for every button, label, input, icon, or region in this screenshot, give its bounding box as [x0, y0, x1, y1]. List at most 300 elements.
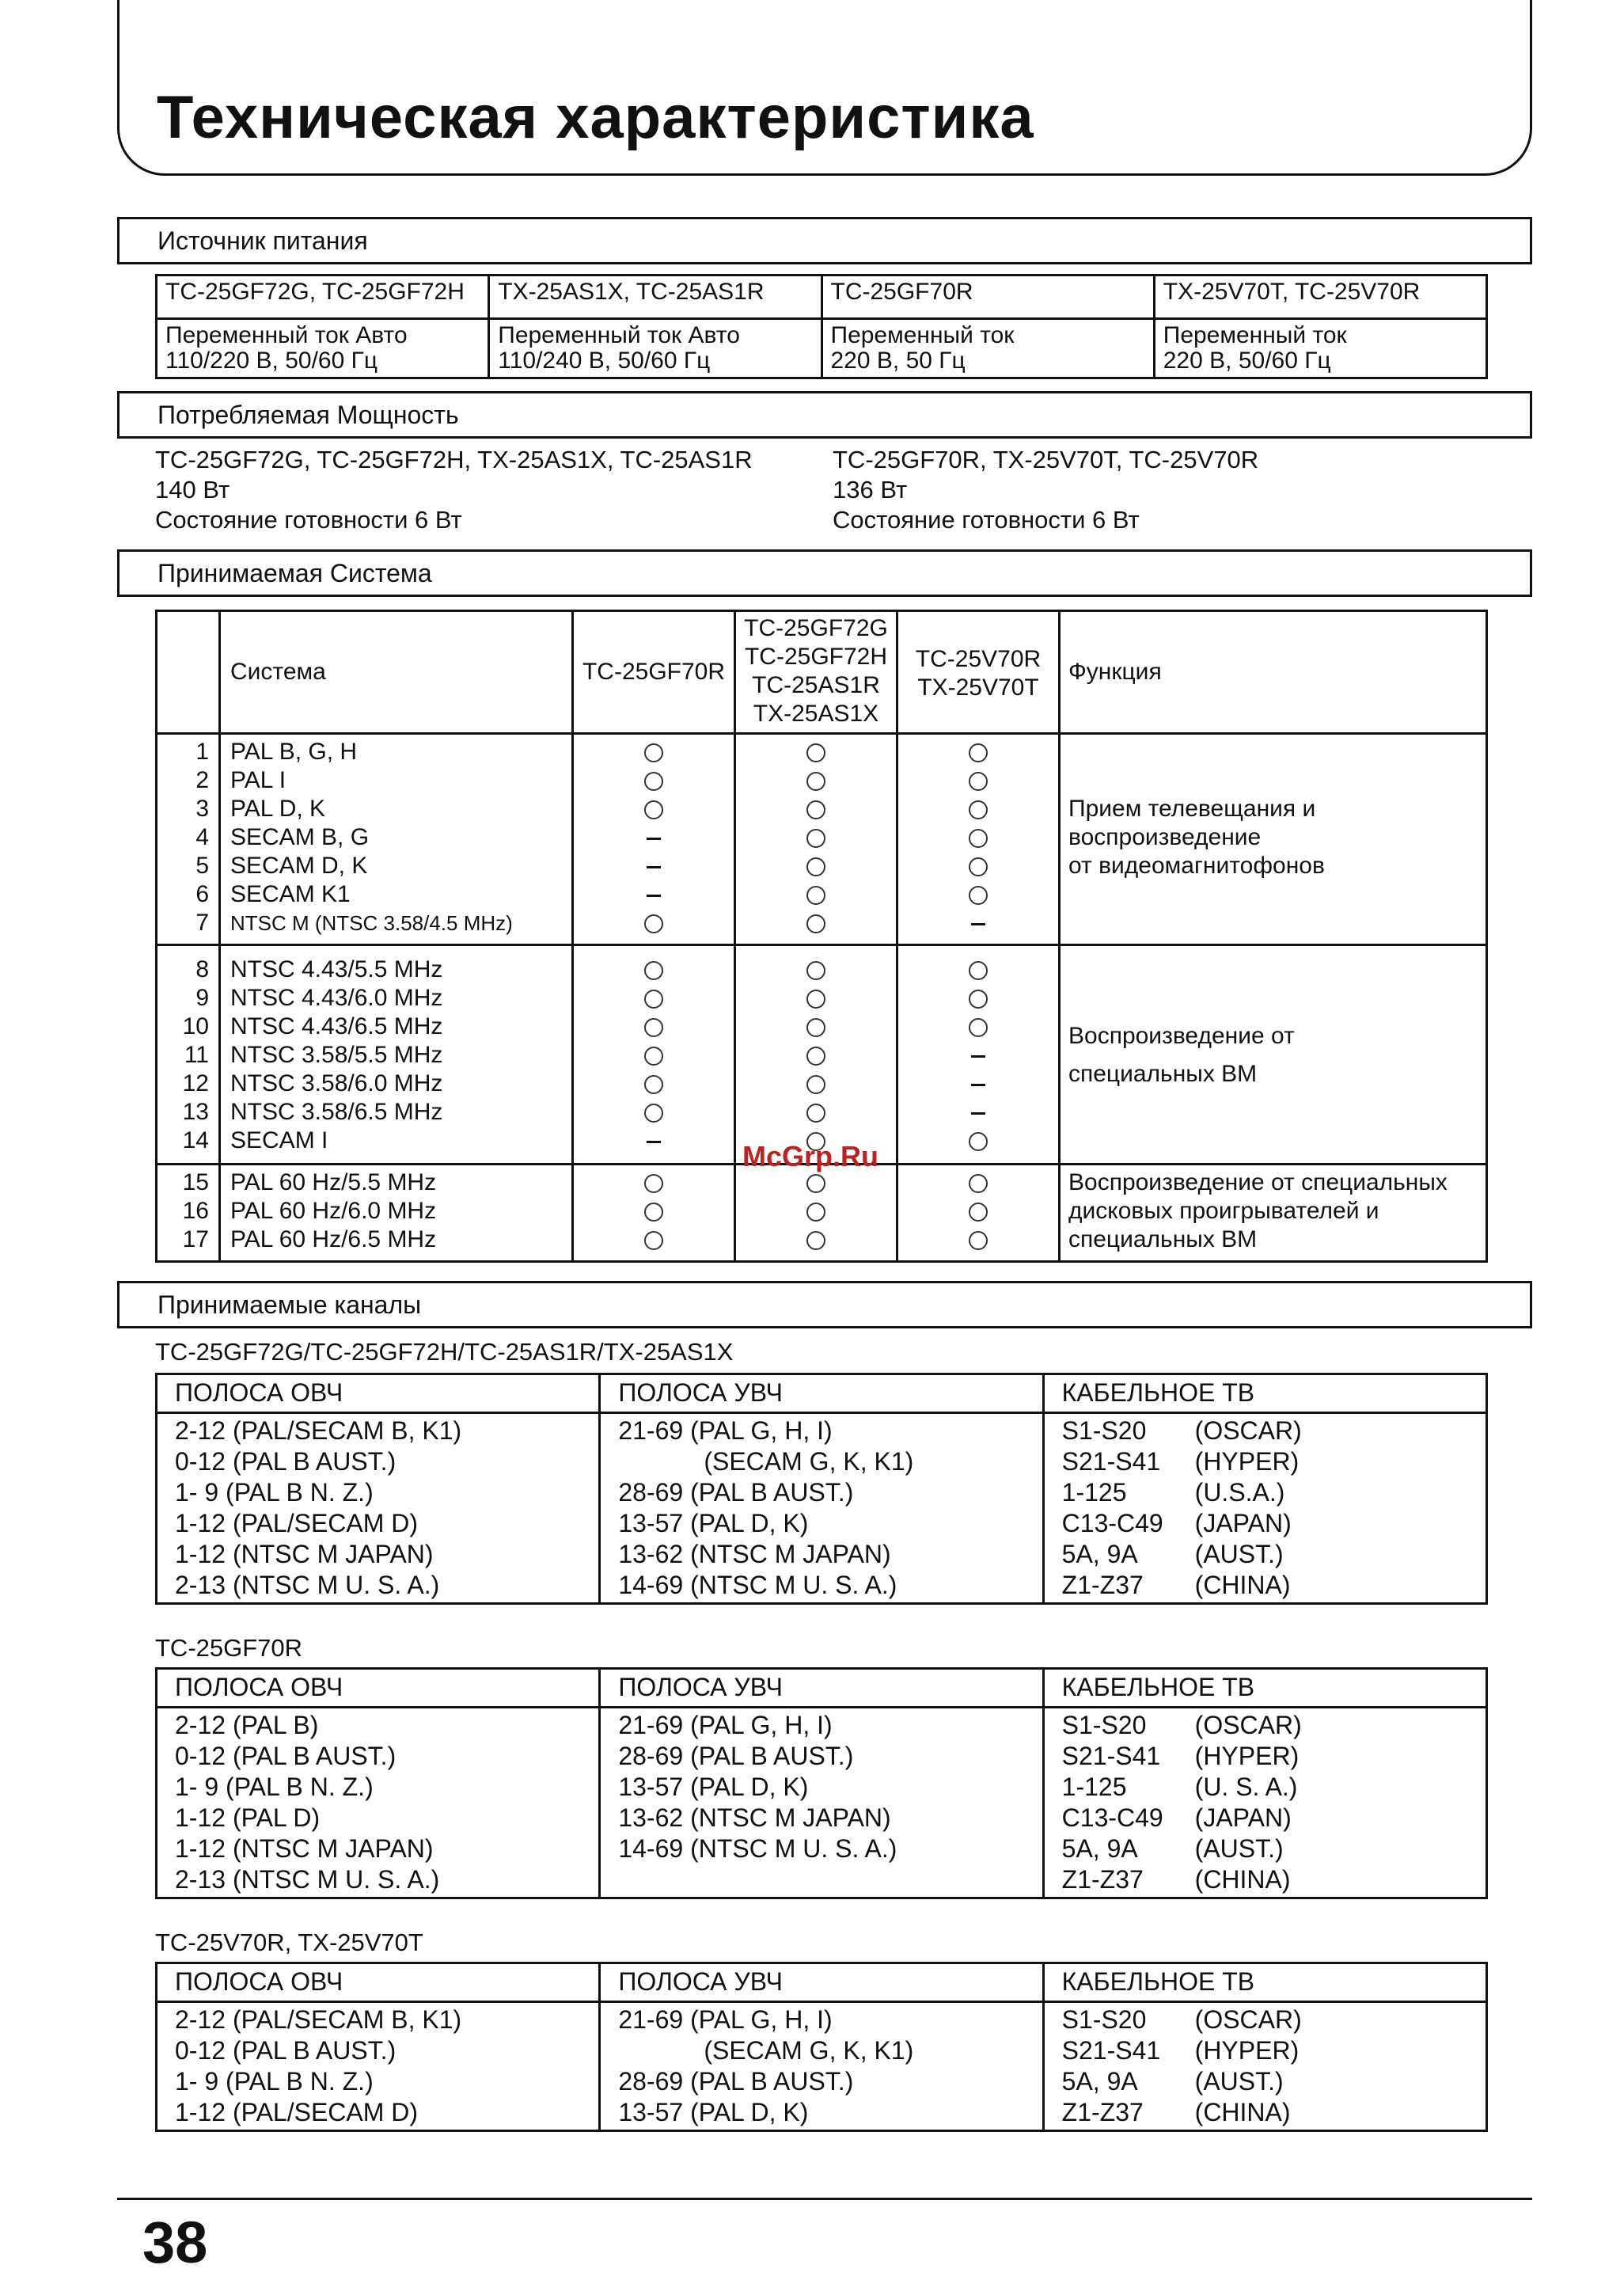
supported-mark — [575, 956, 733, 984]
cable-entry — [1062, 1741, 1468, 1772]
cable-region: (AUST.) — [1194, 2067, 1284, 2096]
system-name: NTSC 4.43/5.5 MHz — [230, 956, 443, 982]
section-power-consumption: Потребляемая Мощность — [117, 391, 1532, 439]
channel-entry: 13-57 (PAL D, K) — [618, 2098, 809, 2126]
supported-mark — [899, 880, 1057, 909]
supported-mark — [575, 909, 733, 937]
cable-entry — [1062, 1416, 1468, 1446]
section-reception-system: Принимаемая Система — [117, 549, 1532, 597]
supported-mark — [737, 738, 895, 766]
circle-icon — [644, 772, 663, 791]
cable-region: (HYPER) — [1194, 1447, 1300, 1476]
channel-entry: 21-69 (PAL G, H, I) — [618, 1711, 833, 1739]
cable-code: C13-C49 — [1061, 1803, 1163, 1832]
function-line: специальных ВМ — [1068, 1226, 1258, 1252]
system-names — [220, 734, 573, 945]
channel-entry: 13-57 (PAL D, K) — [618, 1509, 809, 1537]
channel-entry: 21-69 (PAL G, H, I) — [618, 1416, 833, 1445]
cable-region: (U.S.A.) — [1194, 1478, 1285, 1507]
channel-table — [155, 1962, 1488, 2132]
cable-entry — [1062, 1539, 1468, 1570]
system-number: 6 — [195, 881, 209, 907]
supported-mark — [737, 1013, 895, 1041]
model-1-support — [573, 734, 735, 945]
dash-icon — [647, 895, 661, 897]
supported-mark — [899, 766, 1057, 795]
system-number: 12 — [182, 1070, 209, 1096]
power-spec-2: Переменный ток Авто 110/240 В, 50/60 Гц — [489, 319, 821, 378]
channel-entry: 28-69 (PAL B AUST.) — [618, 1478, 854, 1507]
supported-mark — [899, 1226, 1057, 1254]
consumption-right — [833, 445, 1258, 535]
system-number: 10 — [182, 1013, 209, 1039]
power-source-table — [155, 274, 1488, 379]
channel-entry: 13-62 (NTSC M JAPAN) — [618, 1803, 891, 1832]
channel-entry: 13-57 (PAL D, K) — [618, 1773, 809, 1801]
supported-mark — [899, 1197, 1057, 1226]
channel-entry: 28-69 (PAL B AUST.) — [618, 1742, 854, 1770]
system-name: NTSC 3.58/6.0 MHz — [230, 1070, 443, 1096]
model-2-support — [735, 734, 897, 945]
system-function — [1060, 734, 1487, 945]
channel-header: ПОЛОСА ОВЧ — [157, 1963, 600, 2002]
vhf-band — [157, 2002, 600, 2131]
cable-code: 5A, 9A — [1061, 1540, 1138, 1568]
cable-region: (CHINA) — [1194, 1571, 1291, 1599]
supported-mark — [899, 795, 1057, 823]
header-model-3: TC-25V70R TX-25V70T — [897, 611, 1060, 734]
cable-code: S1-S20 — [1061, 2005, 1147, 2034]
section-channels: Принимаемые каналы — [117, 1281, 1532, 1328]
supported-mark — [899, 956, 1057, 984]
function-line: специальных ВМ — [1068, 1061, 1258, 1087]
system-number: 16 — [182, 1198, 209, 1224]
circle-icon — [806, 800, 825, 819]
channel-entry: 2-12 (PAL B) — [175, 1711, 319, 1739]
channel-model-label: TC-25GF70R — [155, 1634, 303, 1662]
function-line: дисковых проигрывателей и — [1068, 1198, 1379, 1224]
circle-icon — [644, 800, 663, 819]
power-spec-3: Переменный ток 220 В, 50 Гц — [821, 319, 1154, 378]
header-system: Система — [220, 611, 573, 734]
channel-entry: 2-13 (NTSC M U. S. A.) — [175, 1571, 440, 1599]
circle-icon — [806, 1047, 825, 1066]
function-line: Воспроизведение от — [1068, 1023, 1295, 1049]
consumption-standby: Состояние готовности 6 Вт — [155, 506, 462, 534]
dash-icon — [971, 1112, 985, 1115]
circle-icon — [969, 1132, 988, 1151]
cable-code: 1-125 — [1061, 1478, 1127, 1507]
channel-entry: 1- 9 (PAL B N. Z.) — [175, 1478, 374, 1507]
unsupported-mark — [899, 1041, 1057, 1070]
system-name: SECAM D, K — [230, 853, 368, 879]
cable-region: (OSCAR) — [1194, 1711, 1302, 1739]
model-2-support — [735, 945, 897, 1165]
dash-icon — [971, 1055, 985, 1058]
supported-mark — [737, 1098, 895, 1127]
channel-header: ПОЛОСА УВЧ — [600, 1374, 1043, 1413]
function-line: от видеомагнитофонов — [1068, 853, 1325, 879]
circle-icon — [969, 857, 988, 876]
power-model-1: TC-25GF72G, TC-25GF72H — [157, 276, 489, 319]
cable-region: (JAPAN) — [1194, 1803, 1292, 1832]
cable-entry — [1062, 1508, 1468, 1539]
supported-mark — [575, 1098, 733, 1127]
cable-region: (U. S. A.) — [1194, 1773, 1298, 1801]
system-number: 4 — [195, 824, 209, 850]
channel-header: ПОЛОСА УВЧ — [600, 1669, 1043, 1708]
supported-mark — [899, 1127, 1057, 1155]
circle-icon — [806, 990, 825, 1009]
section-power-source: Источник питания — [117, 217, 1532, 264]
cable-region: (HYPER) — [1194, 1742, 1300, 1770]
vhf-band — [157, 1708, 600, 1898]
cable-entry — [1062, 2097, 1468, 2128]
system-number: 17 — [182, 1226, 209, 1252]
cable-code: Z1-Z37 — [1061, 2098, 1144, 2126]
circle-icon — [806, 857, 825, 876]
supported-mark — [575, 984, 733, 1013]
supported-mark — [899, 823, 1057, 852]
channel-entry: 21-69 (PAL G, H, I) — [618, 2005, 833, 2034]
dash-icon — [647, 838, 661, 840]
channel-entry: 1-12 (NTSC M JAPAN) — [175, 1540, 434, 1568]
channel-entry: 0-12 (PAL B AUST.) — [175, 2036, 397, 2065]
system-name: PAL 60 Hz/5.5 MHz — [230, 1169, 437, 1195]
channel-body-row — [157, 2002, 1487, 2131]
cable-entry — [1062, 2066, 1468, 2097]
uhf-band — [600, 1413, 1043, 1604]
supported-mark — [899, 984, 1057, 1013]
cable-region: (AUST.) — [1194, 1540, 1284, 1568]
circle-icon — [969, 961, 988, 980]
dash-icon — [971, 1084, 985, 1086]
channel-model-label: TC-25V70R, TX-25V70T — [155, 1928, 423, 1956]
power-model-2: TX-25AS1X, TC-25AS1R — [489, 276, 821, 319]
consumption-power: 140 Вт — [155, 476, 230, 504]
channel-header-row — [157, 1374, 1487, 1413]
channel-header: КАБЕЛЬНОЕ ТВ — [1043, 1963, 1486, 2002]
circle-icon — [969, 800, 988, 819]
supported-mark — [737, 956, 895, 984]
supported-mark — [899, 852, 1057, 880]
cable-region: (CHINA) — [1194, 1865, 1291, 1894]
supported-mark — [575, 1226, 733, 1254]
system-function — [1060, 945, 1487, 1165]
circle-icon — [644, 743, 663, 762]
circle-icon — [644, 1075, 663, 1094]
supported-mark — [899, 1013, 1057, 1041]
circle-icon — [644, 914, 663, 933]
circle-icon — [806, 961, 825, 980]
function-line: воспроизведение — [1068, 824, 1262, 850]
cable-region: (OSCAR) — [1194, 1416, 1302, 1445]
channel-entry: 2-12 (PAL/SECAM B, K1) — [175, 2005, 462, 2034]
cable-code: 5A, 9A — [1061, 1834, 1138, 1863]
cable-entry — [1062, 2004, 1468, 2035]
circle-icon — [644, 1231, 663, 1250]
consumption-models: TC-25GF70R, TX-25V70T, TC-25V70R — [833, 446, 1259, 473]
circle-icon — [644, 1104, 663, 1123]
circle-icon — [806, 743, 825, 762]
cable-code: S21-S41 — [1061, 2036, 1161, 2065]
system-number: 9 — [195, 985, 209, 1011]
model-2-support — [735, 1165, 897, 1262]
dash-icon — [647, 866, 661, 868]
supported-mark — [575, 1197, 733, 1226]
supported-mark — [737, 795, 895, 823]
cable-band — [1043, 1708, 1486, 1898]
system-name: NTSC M (NTSC 3.58/4.5 MHz) — [230, 911, 513, 935]
cable-region: (AUST.) — [1194, 1834, 1284, 1863]
watermark: McGrp.Ru — [742, 1140, 879, 1172]
system-number: 14 — [182, 1127, 209, 1153]
cable-entry — [1062, 1570, 1468, 1601]
system-number: 5 — [195, 853, 209, 879]
cable-band — [1043, 1413, 1486, 1604]
consumption-standby: Состояние готовности 6 Вт — [833, 506, 1140, 534]
circle-icon — [969, 1203, 988, 1222]
power-spec-4: Переменный ток 220 В, 50/60 Гц — [1154, 319, 1486, 378]
system-name: PAL 60 Hz/6.0 MHz — [230, 1198, 437, 1224]
channel-entry: 0-12 (PAL B AUST.) — [175, 1447, 397, 1476]
unsupported-mark — [575, 823, 733, 852]
channel-entry: 0-12 (PAL B AUST.) — [175, 1742, 397, 1770]
system-number: 15 — [182, 1169, 209, 1195]
system-function — [1060, 1165, 1487, 1262]
cable-entry — [1062, 1772, 1468, 1803]
supported-mark — [899, 738, 1057, 766]
circle-icon — [806, 772, 825, 791]
power-spec-1: Переменный ток Авто 110/220 В, 50/60 Гц — [157, 319, 489, 378]
circle-icon — [644, 1174, 663, 1193]
unsupported-mark — [575, 1127, 733, 1155]
channel-header-row — [157, 1963, 1487, 2002]
model-1-support — [573, 1165, 735, 1262]
circle-icon — [806, 1231, 825, 1250]
unsupported-mark — [899, 909, 1057, 937]
circle-icon — [806, 914, 825, 933]
system-names — [220, 945, 573, 1165]
system-name: SECAM B, G — [230, 824, 370, 850]
function-line: Воспроизведение от специальных — [1068, 1169, 1448, 1195]
system-name: NTSC 3.58/6.5 MHz — [230, 1099, 443, 1125]
channel-entry: (SECAM G, K, K1) — [704, 1447, 914, 1476]
channel-entry: 1-12 (PAL/SECAM D) — [175, 2098, 419, 2126]
channel-table — [155, 1373, 1488, 1605]
circle-icon — [969, 743, 988, 762]
power-model-4: TX-25V70T, TC-25V70R — [1154, 276, 1486, 319]
system-name: NTSC 4.43/6.0 MHz — [230, 985, 443, 1011]
circle-icon — [644, 1203, 663, 1222]
cable-band — [1043, 2002, 1486, 2131]
header-function: Функция — [1060, 611, 1487, 734]
unsupported-mark — [899, 1098, 1057, 1127]
cable-entry — [1062, 1446, 1468, 1477]
system-numbers — [157, 1165, 220, 1262]
unsupported-mark — [899, 1070, 1057, 1098]
system-number: 1 — [195, 739, 209, 765]
channel-header: ПОЛОСА УВЧ — [600, 1963, 1043, 2002]
cable-code: S1-S20 — [1061, 1711, 1147, 1739]
function-line: Прием телевещания и — [1068, 796, 1316, 822]
supported-mark — [575, 1013, 733, 1041]
dash-icon — [647, 1141, 661, 1143]
cable-entry — [1062, 2035, 1468, 2066]
cable-entry — [1062, 1864, 1468, 1895]
channel-header-row — [157, 1669, 1487, 1708]
header-model-2: TC-25GF72G TC-25GF72H TC-25AS1R TX-25AS1X — [735, 611, 897, 734]
channel-entry: (SECAM G, K, K1) — [704, 2036, 914, 2065]
supported-mark — [737, 1197, 895, 1226]
supported-mark — [737, 1226, 895, 1254]
unsupported-mark — [575, 852, 733, 880]
channel-table — [155, 1667, 1488, 1899]
circle-icon — [806, 1018, 825, 1037]
supported-mark — [575, 1168, 733, 1197]
supported-mark — [575, 738, 733, 766]
cable-code: 1-125 — [1061, 1773, 1127, 1801]
page-title: Техническая характеристика — [157, 84, 1034, 151]
system-name: NTSC 4.43/6.5 MHz — [230, 1013, 443, 1039]
channel-body-row — [157, 1708, 1487, 1898]
supported-mark — [575, 1070, 733, 1098]
system-name: PAL 60 Hz/6.5 MHz — [230, 1226, 437, 1252]
supported-mark — [737, 766, 895, 795]
system-number: 11 — [184, 1042, 209, 1068]
channel-header: ПОЛОСА ОВЧ — [157, 1669, 600, 1708]
system-name: PAL D, K — [230, 796, 326, 822]
cable-entry — [1062, 1710, 1468, 1741]
system-number: 2 — [195, 767, 209, 793]
circle-icon — [806, 829, 825, 848]
system-number: 3 — [195, 796, 209, 822]
system-name: PAL B, G, H — [230, 739, 358, 765]
channel-body-row — [157, 1413, 1487, 1604]
uhf-band — [600, 1708, 1043, 1898]
channel-entry: 1-12 (PAL D) — [175, 1803, 321, 1832]
cable-entry — [1062, 1803, 1468, 1834]
circle-icon — [969, 886, 988, 905]
channel-entry: 1-12 (PAL/SECAM D) — [175, 1509, 419, 1537]
channel-entry: 28-69 (PAL B AUST.) — [618, 2067, 854, 2096]
cable-code: Z1-Z37 — [1061, 1571, 1144, 1599]
consumption-power: 136 Вт — [833, 476, 908, 504]
supported-mark — [737, 1041, 895, 1070]
model-3-support — [897, 1165, 1060, 1262]
footer-rule — [117, 2198, 1532, 2200]
cable-entry — [1062, 1834, 1468, 1864]
supported-mark — [737, 823, 895, 852]
circle-icon — [806, 1174, 825, 1193]
circle-icon — [969, 1174, 988, 1193]
system-names — [220, 1165, 573, 1262]
channel-header: ПОЛОСА ОВЧ — [157, 1374, 600, 1413]
channel-entry: 2-12 (PAL/SECAM B, K1) — [175, 1416, 462, 1445]
cable-code: S21-S41 — [1061, 1447, 1161, 1476]
model-1-support — [573, 945, 735, 1165]
model-3-support — [897, 945, 1060, 1165]
system-name: PAL I — [230, 767, 286, 793]
consumption-models: TC-25GF72G, TC-25GF72H, TX-25AS1X, TC-25AS1R — [155, 446, 753, 473]
supported-mark — [899, 1168, 1057, 1197]
channel-entry: 1-12 (NTSC M JAPAN) — [175, 1834, 434, 1863]
power-model-3: TC-25GF70R — [821, 276, 1154, 319]
cable-region: (CHINA) — [1194, 2098, 1291, 2126]
consumption-left — [155, 445, 753, 535]
cable-code: C13-C49 — [1061, 1509, 1163, 1537]
channel-header: КАБЕЛЬНОЕ ТВ — [1043, 1374, 1486, 1413]
circle-icon — [644, 990, 663, 1009]
circle-icon — [644, 1047, 663, 1066]
circle-icon — [969, 1018, 988, 1037]
circle-icon — [806, 1075, 825, 1094]
circle-icon — [806, 1203, 825, 1222]
cable-entry — [1062, 1477, 1468, 1508]
cable-code: S21-S41 — [1061, 1742, 1161, 1770]
system-number: 7 — [195, 910, 209, 936]
cable-region: (HYPER) — [1194, 2036, 1300, 2065]
system-group — [157, 1165, 1487, 1262]
system-numbers — [157, 734, 220, 945]
system-number: 13 — [182, 1099, 209, 1125]
system-name: NTSC 3.58/5.5 MHz — [230, 1042, 443, 1068]
dash-icon — [971, 923, 985, 925]
channel-entry: 14-69 (NTSC M U. S. A.) — [618, 1571, 897, 1599]
circle-icon — [806, 1104, 825, 1123]
cable-code: S1-S20 — [1061, 1416, 1147, 1445]
supported-mark — [737, 852, 895, 880]
channel-entry: 1- 9 (PAL B N. Z.) — [175, 2067, 374, 2096]
channel-entry: 14-69 (NTSC M U. S. A.) — [618, 1834, 897, 1863]
system-number: 8 — [195, 956, 209, 982]
header-model-1: TC-25GF70R — [573, 611, 735, 734]
supported-mark — [737, 984, 895, 1013]
supported-mark — [737, 1070, 895, 1098]
model-3-support — [897, 734, 1060, 945]
channel-entry: 2-13 (NTSC M U. S. A.) — [175, 1865, 440, 1894]
supported-mark — [575, 795, 733, 823]
supported-mark — [737, 909, 895, 937]
vhf-band — [157, 1413, 600, 1604]
channel-model-label: TC-25GF72G/TC-25GF72H/TC-25AS1R/TX-25AS1X — [155, 1338, 734, 1366]
system-group — [157, 945, 1487, 1165]
uhf-band — [600, 2002, 1043, 2131]
circle-icon — [969, 990, 988, 1009]
system-numbers — [157, 945, 220, 1165]
cable-region: (OSCAR) — [1194, 2005, 1302, 2034]
circle-icon — [806, 886, 825, 905]
cable-code: 5A, 9A — [1061, 2067, 1138, 2096]
header-number — [157, 611, 220, 734]
system-name: SECAM I — [230, 1127, 328, 1153]
system-group — [157, 734, 1487, 945]
supported-mark — [575, 766, 733, 795]
unsupported-mark — [575, 880, 733, 909]
channel-entry: 1- 9 (PAL B N. Z.) — [175, 1773, 374, 1801]
cable-code: Z1-Z37 — [1061, 1865, 1144, 1894]
system-name: SECAM K1 — [230, 881, 351, 907]
circle-icon — [969, 829, 988, 848]
supported-mark — [575, 1041, 733, 1070]
channel-header: КАБЕЛЬНОЕ ТВ — [1043, 1669, 1486, 1708]
supported-mark — [737, 880, 895, 909]
circle-icon — [644, 961, 663, 980]
channel-entry: 13-62 (NTSC M JAPAN) — [618, 1540, 891, 1568]
page-number: 38 — [142, 2210, 208, 2275]
circle-icon — [644, 1018, 663, 1037]
circle-icon — [969, 1231, 988, 1250]
